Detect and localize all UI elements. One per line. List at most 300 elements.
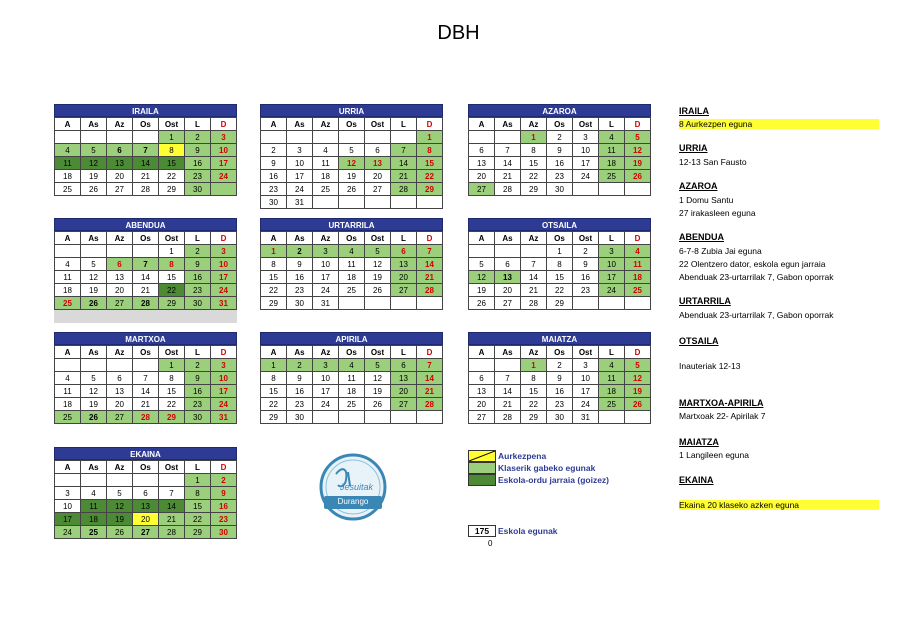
- calendar-day: 6: [495, 258, 521, 271]
- calendar-day: 13: [469, 385, 495, 398]
- calendar-day: 25: [81, 526, 107, 539]
- weekday-header: Ost: [573, 232, 599, 245]
- calendar-day: [185, 310, 211, 323]
- calendar-week-row: [469, 271, 651, 284]
- calendar-day: 27: [469, 411, 495, 424]
- calendar-day: 7: [133, 258, 159, 271]
- calendar-grid: [54, 231, 237, 323]
- logo-subtitle: Durango: [337, 497, 369, 506]
- calendar-day: 14: [417, 258, 443, 271]
- calendar-grid: [260, 117, 443, 209]
- calendar-day: 3: [313, 245, 339, 258]
- calendar-day: [107, 131, 133, 144]
- calendar-day: [599, 183, 625, 196]
- calendar-week-row: [55, 385, 237, 398]
- calendar-grid: [468, 345, 651, 424]
- calendar-day: 15: [159, 157, 185, 170]
- side-heading-martxoa: MARTXOA-APIRILA: [679, 398, 764, 408]
- calendar-day: 29: [417, 183, 443, 196]
- calendar-day: 24: [599, 284, 625, 297]
- calendar-day: 20: [107, 284, 133, 297]
- calendar-day: 25: [599, 398, 625, 411]
- calendar-day: 10: [573, 144, 599, 157]
- calendar-day: [81, 359, 107, 372]
- calendar-day: 13: [107, 271, 133, 284]
- calendar-day: 27: [133, 526, 159, 539]
- calendar-week-row: [55, 271, 237, 284]
- weekday-header: A: [261, 346, 287, 359]
- weekday-header: D: [211, 461, 237, 474]
- calendar-day: 8: [521, 372, 547, 385]
- calendar-day: 28: [159, 526, 185, 539]
- weekday-header: Ost: [573, 346, 599, 359]
- calendar-day: 10: [313, 372, 339, 385]
- weekday-header: Az: [107, 232, 133, 245]
- calendar-day: 5: [625, 359, 651, 372]
- calendar-day: 15: [261, 271, 287, 284]
- calendar-day: 3: [573, 359, 599, 372]
- school-days-sub: 0: [488, 539, 493, 548]
- side-heading-abendua: ABENDUA: [679, 232, 724, 242]
- calendar-day: 5: [625, 131, 651, 144]
- calendar-week-row: [261, 157, 443, 170]
- weekday-header: As: [81, 118, 107, 131]
- calendar-week-row: [469, 385, 651, 398]
- calendar-day: 23: [185, 398, 211, 411]
- weekday-header: L: [599, 232, 625, 245]
- calendar-day: 2: [185, 131, 211, 144]
- calendar-week-row: [261, 131, 443, 144]
- calendar-week-row: [261, 245, 443, 258]
- legend-klaserik: Klaserik gabeko egunak: [498, 463, 596, 473]
- calendar-day: 27: [107, 183, 133, 196]
- calendar-day: 23: [261, 183, 287, 196]
- weekday-header: A: [469, 346, 495, 359]
- side-iraila-1: 8 Aurkezpen eguna: [679, 119, 879, 129]
- calendar-day: 21: [495, 170, 521, 183]
- calendar-day: 7: [159, 487, 185, 500]
- calendar-day: 23: [185, 284, 211, 297]
- calendar-day: 8: [185, 487, 211, 500]
- calendar-day: 12: [81, 271, 107, 284]
- calendar-week-row: [261, 372, 443, 385]
- calendar-day: 9: [547, 144, 573, 157]
- calendar-day: 13: [469, 157, 495, 170]
- calendar-day: 29: [261, 411, 287, 424]
- calendar-day: 12: [469, 271, 495, 284]
- calendar-day: 24: [55, 526, 81, 539]
- calendar-day: 10: [599, 258, 625, 271]
- calendar-week-row: [55, 144, 237, 157]
- calendar-day: 16: [573, 271, 599, 284]
- calendar-week-row: [55, 513, 237, 526]
- calendar-day: 20: [107, 170, 133, 183]
- calendar-day: 12: [625, 372, 651, 385]
- calendar-day: [625, 411, 651, 424]
- calendar-day: 30: [185, 183, 211, 196]
- calendar-day: 19: [365, 271, 391, 284]
- calendar-day: 24: [573, 398, 599, 411]
- calendar-day: 23: [547, 398, 573, 411]
- calendar-grid: [54, 117, 237, 196]
- calendar-day: 2: [573, 245, 599, 258]
- calendar-day: [107, 245, 133, 258]
- weekday-header: Az: [313, 346, 339, 359]
- calendar-week-row: [261, 271, 443, 284]
- weekday-header: D: [211, 118, 237, 131]
- calendar-day: [313, 131, 339, 144]
- calendar-urria: [260, 104, 443, 209]
- side-otsaila-1: Inauteriak 12-13: [679, 361, 741, 371]
- calendar-day: [211, 183, 237, 196]
- calendar-day: 7: [521, 258, 547, 271]
- calendar-day: 30: [547, 183, 573, 196]
- weekday-header: D: [417, 118, 443, 131]
- calendar-day: 5: [365, 245, 391, 258]
- calendar-day: 29: [547, 297, 573, 310]
- weekday-header: L: [185, 118, 211, 131]
- calendar-day: 19: [625, 157, 651, 170]
- calendar-day: 1: [547, 245, 573, 258]
- weekday-header: As: [81, 461, 107, 474]
- calendar-day: 22: [417, 170, 443, 183]
- calendar-day: 19: [339, 170, 365, 183]
- calendar-day: 29: [185, 526, 211, 539]
- weekday-header: L: [391, 346, 417, 359]
- calendar-day: 16: [287, 385, 313, 398]
- calendar-week-row: [55, 487, 237, 500]
- weekday-header: D: [211, 346, 237, 359]
- page-title: DBH: [437, 22, 480, 44]
- calendar-week-row: [55, 398, 237, 411]
- calendar-grid: [260, 345, 443, 424]
- weekday-header: Az: [107, 461, 133, 474]
- calendar-day: 3: [573, 131, 599, 144]
- calendar-day: 5: [107, 487, 133, 500]
- calendar-day: 26: [339, 183, 365, 196]
- calendar-day: 27: [469, 183, 495, 196]
- calendar-day: 17: [599, 271, 625, 284]
- calendar-grid: [54, 345, 237, 424]
- calendar-day: 18: [339, 271, 365, 284]
- calendar-day: 13: [107, 157, 133, 170]
- calendar-day: [133, 474, 159, 487]
- calendar-day: 13: [107, 385, 133, 398]
- calendar-day: 9: [261, 157, 287, 170]
- calendar-day: [55, 474, 81, 487]
- calendar-day: 16: [261, 170, 287, 183]
- calendar-day: 22: [159, 398, 185, 411]
- calendar-day: 18: [81, 513, 107, 526]
- calendar-day: [339, 196, 365, 209]
- calendar-azaroa: [468, 104, 651, 196]
- calendar-day: 17: [573, 157, 599, 170]
- weekday-header: D: [211, 232, 237, 245]
- calendar-apirila: [260, 332, 443, 424]
- calendar-day: 14: [391, 157, 417, 170]
- calendar-day: 16: [185, 271, 211, 284]
- calendar-day: 2: [261, 144, 287, 157]
- calendar-day: 17: [313, 385, 339, 398]
- calendar-day: [625, 183, 651, 196]
- calendar-day: [107, 359, 133, 372]
- calendar-day: 1: [521, 359, 547, 372]
- side-martxoa-1: Martxoak 22- Apirilak 7: [679, 411, 766, 421]
- calendar-day: 5: [81, 144, 107, 157]
- diagonal-line-icon: [469, 451, 495, 461]
- calendar-day: 29: [521, 411, 547, 424]
- calendar-day: 4: [81, 487, 107, 500]
- calendar-day: [81, 131, 107, 144]
- calendar-ekaina: [54, 447, 237, 539]
- calendar-day: 3: [313, 359, 339, 372]
- calendar-day: [365, 196, 391, 209]
- calendar-day: 28: [391, 183, 417, 196]
- calendar-day: 9: [287, 258, 313, 271]
- calendar-day: 14: [521, 271, 547, 284]
- calendar-week-row: [469, 245, 651, 258]
- calendar-day: [159, 310, 185, 323]
- weekday-header: D: [625, 118, 651, 131]
- calendar-day: [391, 196, 417, 209]
- weekday-header: As: [495, 118, 521, 131]
- calendar-day: 22: [547, 284, 573, 297]
- calendar-day: [107, 474, 133, 487]
- calendar-day: 18: [55, 284, 81, 297]
- calendar-day: 27: [495, 297, 521, 310]
- calendar-day: 1: [261, 245, 287, 258]
- calendar-day: 14: [159, 500, 185, 513]
- side-urria-1: 12-13 San Fausto: [679, 157, 747, 167]
- calendar-day: 4: [625, 245, 651, 258]
- calendar-day: 6: [107, 258, 133, 271]
- calendar-urtarrila: [260, 218, 443, 310]
- weekday-header: L: [185, 461, 211, 474]
- calendar-day: 15: [159, 385, 185, 398]
- weekday-header: Os: [133, 461, 159, 474]
- calendar-month-title: MAIATZA: [468, 332, 651, 345]
- calendar-day: [55, 359, 81, 372]
- calendar-week-row: [469, 157, 651, 170]
- calendar-day: 27: [107, 411, 133, 424]
- calendar-day: 4: [599, 359, 625, 372]
- calendar-day: [133, 131, 159, 144]
- calendar-day: 18: [55, 398, 81, 411]
- calendar-day: 25: [313, 183, 339, 196]
- calendar-day: [81, 245, 107, 258]
- calendar-day: 11: [339, 372, 365, 385]
- calendar-week-row: [55, 157, 237, 170]
- calendar-day: 15: [547, 271, 573, 284]
- calendar-day: 16: [547, 157, 573, 170]
- weekday-header: L: [599, 346, 625, 359]
- calendar-week-row: [261, 411, 443, 424]
- calendar-day: 29: [159, 297, 185, 310]
- weekday-header: D: [625, 346, 651, 359]
- calendar-day: 12: [365, 258, 391, 271]
- weekday-header: Az: [521, 232, 547, 245]
- weekday-header: Os: [133, 118, 159, 131]
- calendar-day: 27: [391, 284, 417, 297]
- calendar-day: 1: [261, 359, 287, 372]
- side-heading-otsaila: OTSAILA: [679, 336, 719, 346]
- calendar-week-row: [469, 258, 651, 271]
- calendar-day: 18: [339, 385, 365, 398]
- weekday-header: D: [417, 346, 443, 359]
- calendar-day: 4: [339, 245, 365, 258]
- calendar-week-row: [55, 411, 237, 424]
- calendar-day: 25: [55, 411, 81, 424]
- calendar-day: 25: [55, 297, 81, 310]
- calendar-day: 13: [133, 500, 159, 513]
- calendar-week-row: [261, 183, 443, 196]
- calendar-day: 9: [573, 258, 599, 271]
- calendar-day: 21: [133, 284, 159, 297]
- calendar-day: 21: [495, 398, 521, 411]
- calendar-day: 30: [211, 526, 237, 539]
- weekday-header: L: [391, 232, 417, 245]
- weekday-header: Os: [339, 232, 365, 245]
- calendar-day: 20: [107, 398, 133, 411]
- calendar-day: 17: [211, 271, 237, 284]
- calendar-day: 27: [365, 183, 391, 196]
- calendar-day: 12: [365, 372, 391, 385]
- calendar-day: [417, 196, 443, 209]
- calendar-day: 28: [495, 183, 521, 196]
- calendar-day: 22: [185, 513, 211, 526]
- calendar-day: 14: [133, 271, 159, 284]
- calendar-day: [133, 310, 159, 323]
- calendar-day: 10: [313, 258, 339, 271]
- calendar-day: 31: [573, 411, 599, 424]
- calendar-day: 7: [417, 245, 443, 258]
- calendar-day: 21: [417, 271, 443, 284]
- calendar-day: 7: [417, 359, 443, 372]
- calendar-day: 25: [625, 284, 651, 297]
- calendar-day: 8: [417, 144, 443, 157]
- calendar-day: 31: [211, 411, 237, 424]
- calendar-grid: [468, 231, 651, 310]
- calendar-month-title: URRIA: [260, 104, 443, 117]
- calendar-day: 6: [133, 487, 159, 500]
- calendar-week-row: [469, 359, 651, 372]
- calendar-day: 12: [107, 500, 133, 513]
- calendar-day: 24: [287, 183, 313, 196]
- calendar-month-title: EKAINA: [54, 447, 237, 460]
- calendar-week-row: [55, 372, 237, 385]
- calendar-day: 13: [365, 157, 391, 170]
- calendar-day: 28: [133, 411, 159, 424]
- calendar-day: 30: [185, 411, 211, 424]
- calendar-week-row: [469, 183, 651, 196]
- calendar-month-title: ABENDUA: [54, 218, 237, 231]
- calendar-week-row: [469, 284, 651, 297]
- calendar-day: [55, 310, 81, 323]
- calendar-day: 19: [469, 284, 495, 297]
- weekday-header: L: [599, 118, 625, 131]
- calendar-day: 6: [469, 372, 495, 385]
- calendar-day: 16: [547, 385, 573, 398]
- calendar-day: 11: [81, 500, 107, 513]
- calendar-day: 20: [469, 398, 495, 411]
- side-azaroa-1: 1 Domu Santu: [679, 195, 734, 205]
- calendar-day: 26: [81, 183, 107, 196]
- calendar-day: [133, 245, 159, 258]
- calendar-day: 15: [417, 157, 443, 170]
- calendar-day: 26: [469, 297, 495, 310]
- calendar-day: 12: [81, 385, 107, 398]
- calendar-day: [55, 245, 81, 258]
- calendar-day: 18: [313, 170, 339, 183]
- calendar-day: 24: [211, 284, 237, 297]
- calendar-day: [287, 131, 313, 144]
- calendar-day: 10: [573, 372, 599, 385]
- calendar-day: 11: [339, 258, 365, 271]
- calendar-day: 20: [469, 170, 495, 183]
- calendar-day: 6: [391, 245, 417, 258]
- weekday-header: Az: [521, 118, 547, 131]
- side-notes: [679, 0, 879, 620]
- calendar-martxoa: [54, 332, 237, 424]
- calendar-day: 8: [159, 144, 185, 157]
- calendar-day: 21: [159, 513, 185, 526]
- calendar-day: [261, 131, 287, 144]
- weekday-header: D: [625, 232, 651, 245]
- calendar-day: [625, 297, 651, 310]
- calendar-week-row: [55, 284, 237, 297]
- calendar-abendua: [54, 218, 237, 323]
- calendar-day: [81, 474, 107, 487]
- weekday-header: Os: [547, 232, 573, 245]
- calendar-day: 6: [107, 372, 133, 385]
- calendar-day: 10: [287, 157, 313, 170]
- calendar-day: 2: [547, 359, 573, 372]
- calendar-day: 10: [211, 372, 237, 385]
- calendar-day: 30: [287, 411, 313, 424]
- calendar-day: 3: [211, 359, 237, 372]
- legend-eskola: Eskola-ordu jarraia (goizez): [498, 475, 609, 485]
- calendar-day: 21: [133, 170, 159, 183]
- calendar-day: 25: [55, 183, 81, 196]
- calendar-week-row: [55, 474, 237, 487]
- weekday-header: L: [391, 118, 417, 131]
- calendar-day: 1: [417, 131, 443, 144]
- calendar-day: 9: [287, 372, 313, 385]
- weekday-header: Os: [547, 346, 573, 359]
- calendar-day: 24: [211, 170, 237, 183]
- calendar-day: 26: [365, 284, 391, 297]
- calendar-day: 19: [107, 513, 133, 526]
- calendar-day: 12: [81, 157, 107, 170]
- calendar-day: 20: [495, 284, 521, 297]
- calendar-day: 30: [547, 411, 573, 424]
- weekday-header: Ost: [365, 232, 391, 245]
- calendar-day: 23: [287, 284, 313, 297]
- calendar-day: 29: [521, 183, 547, 196]
- calendar-day: 19: [81, 398, 107, 411]
- calendar-day: 24: [211, 398, 237, 411]
- calendar-day: 4: [55, 372, 81, 385]
- calendar-day: 30: [287, 297, 313, 310]
- calendar-day: 17: [211, 157, 237, 170]
- weekday-header: Os: [339, 346, 365, 359]
- calendar-day: 17: [287, 170, 313, 183]
- calendar-day: 6: [391, 359, 417, 372]
- calendar-day: 16: [185, 385, 211, 398]
- calendar-day: 7: [391, 144, 417, 157]
- calendar-day: [339, 411, 365, 424]
- weekday-header: Os: [547, 118, 573, 131]
